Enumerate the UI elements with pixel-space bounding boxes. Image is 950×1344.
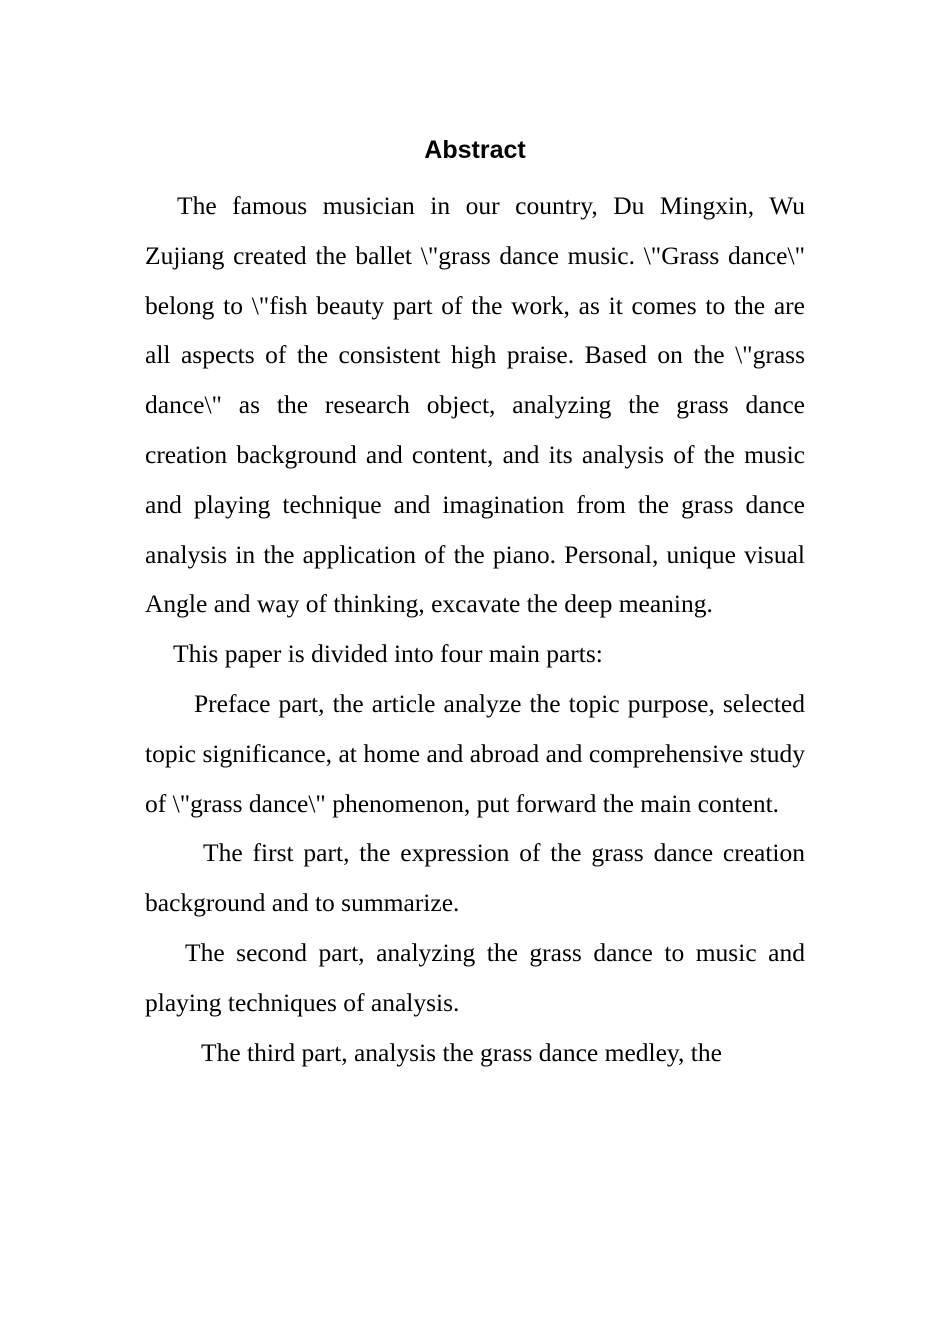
abstract-paragraph-structure: This paper is divided into four main parts: (173, 639, 603, 669)
abstract-paragraph-part-three: The third part, analysis the grass dance medley, the (201, 1037, 722, 1067)
abstract-title: Abstract (424, 136, 526, 164)
abstract-paragraph-preface: Preface part, the article analyze the topic purpose, selected topic significance, at home and abroad and comprehensive study of \"grass dance\" phenomenon, put forward the main content. (145, 688, 805, 818)
abstract-body (145, 181, 805, 1077)
abstract-paragraph-intro: The famous musician in our country, Du Mingxin, Wu Zujiang created the ballet \"grass dance music. \"Grass dance\" belong to \"fish beauty part of the work, as it comes to the are all aspects of the consistent high praise. Based on the \"grass dance\" as the research object, analyzing the grass dance creation background and content, and its analysis of the music and playing technique and imagination from the grass dance analysis in the application of the piano. Personal, unique visual Angle and way of thinking, excavate the deep meaning. (145, 191, 805, 619)
abstract-paragraph-part-one: The first part, the expression of the grass dance creation background and to summarize. (145, 838, 805, 918)
abstract-paragraph-part-two: The second part, analyzing the grass dance to music and playing techniques of analysis. (145, 937, 805, 1017)
